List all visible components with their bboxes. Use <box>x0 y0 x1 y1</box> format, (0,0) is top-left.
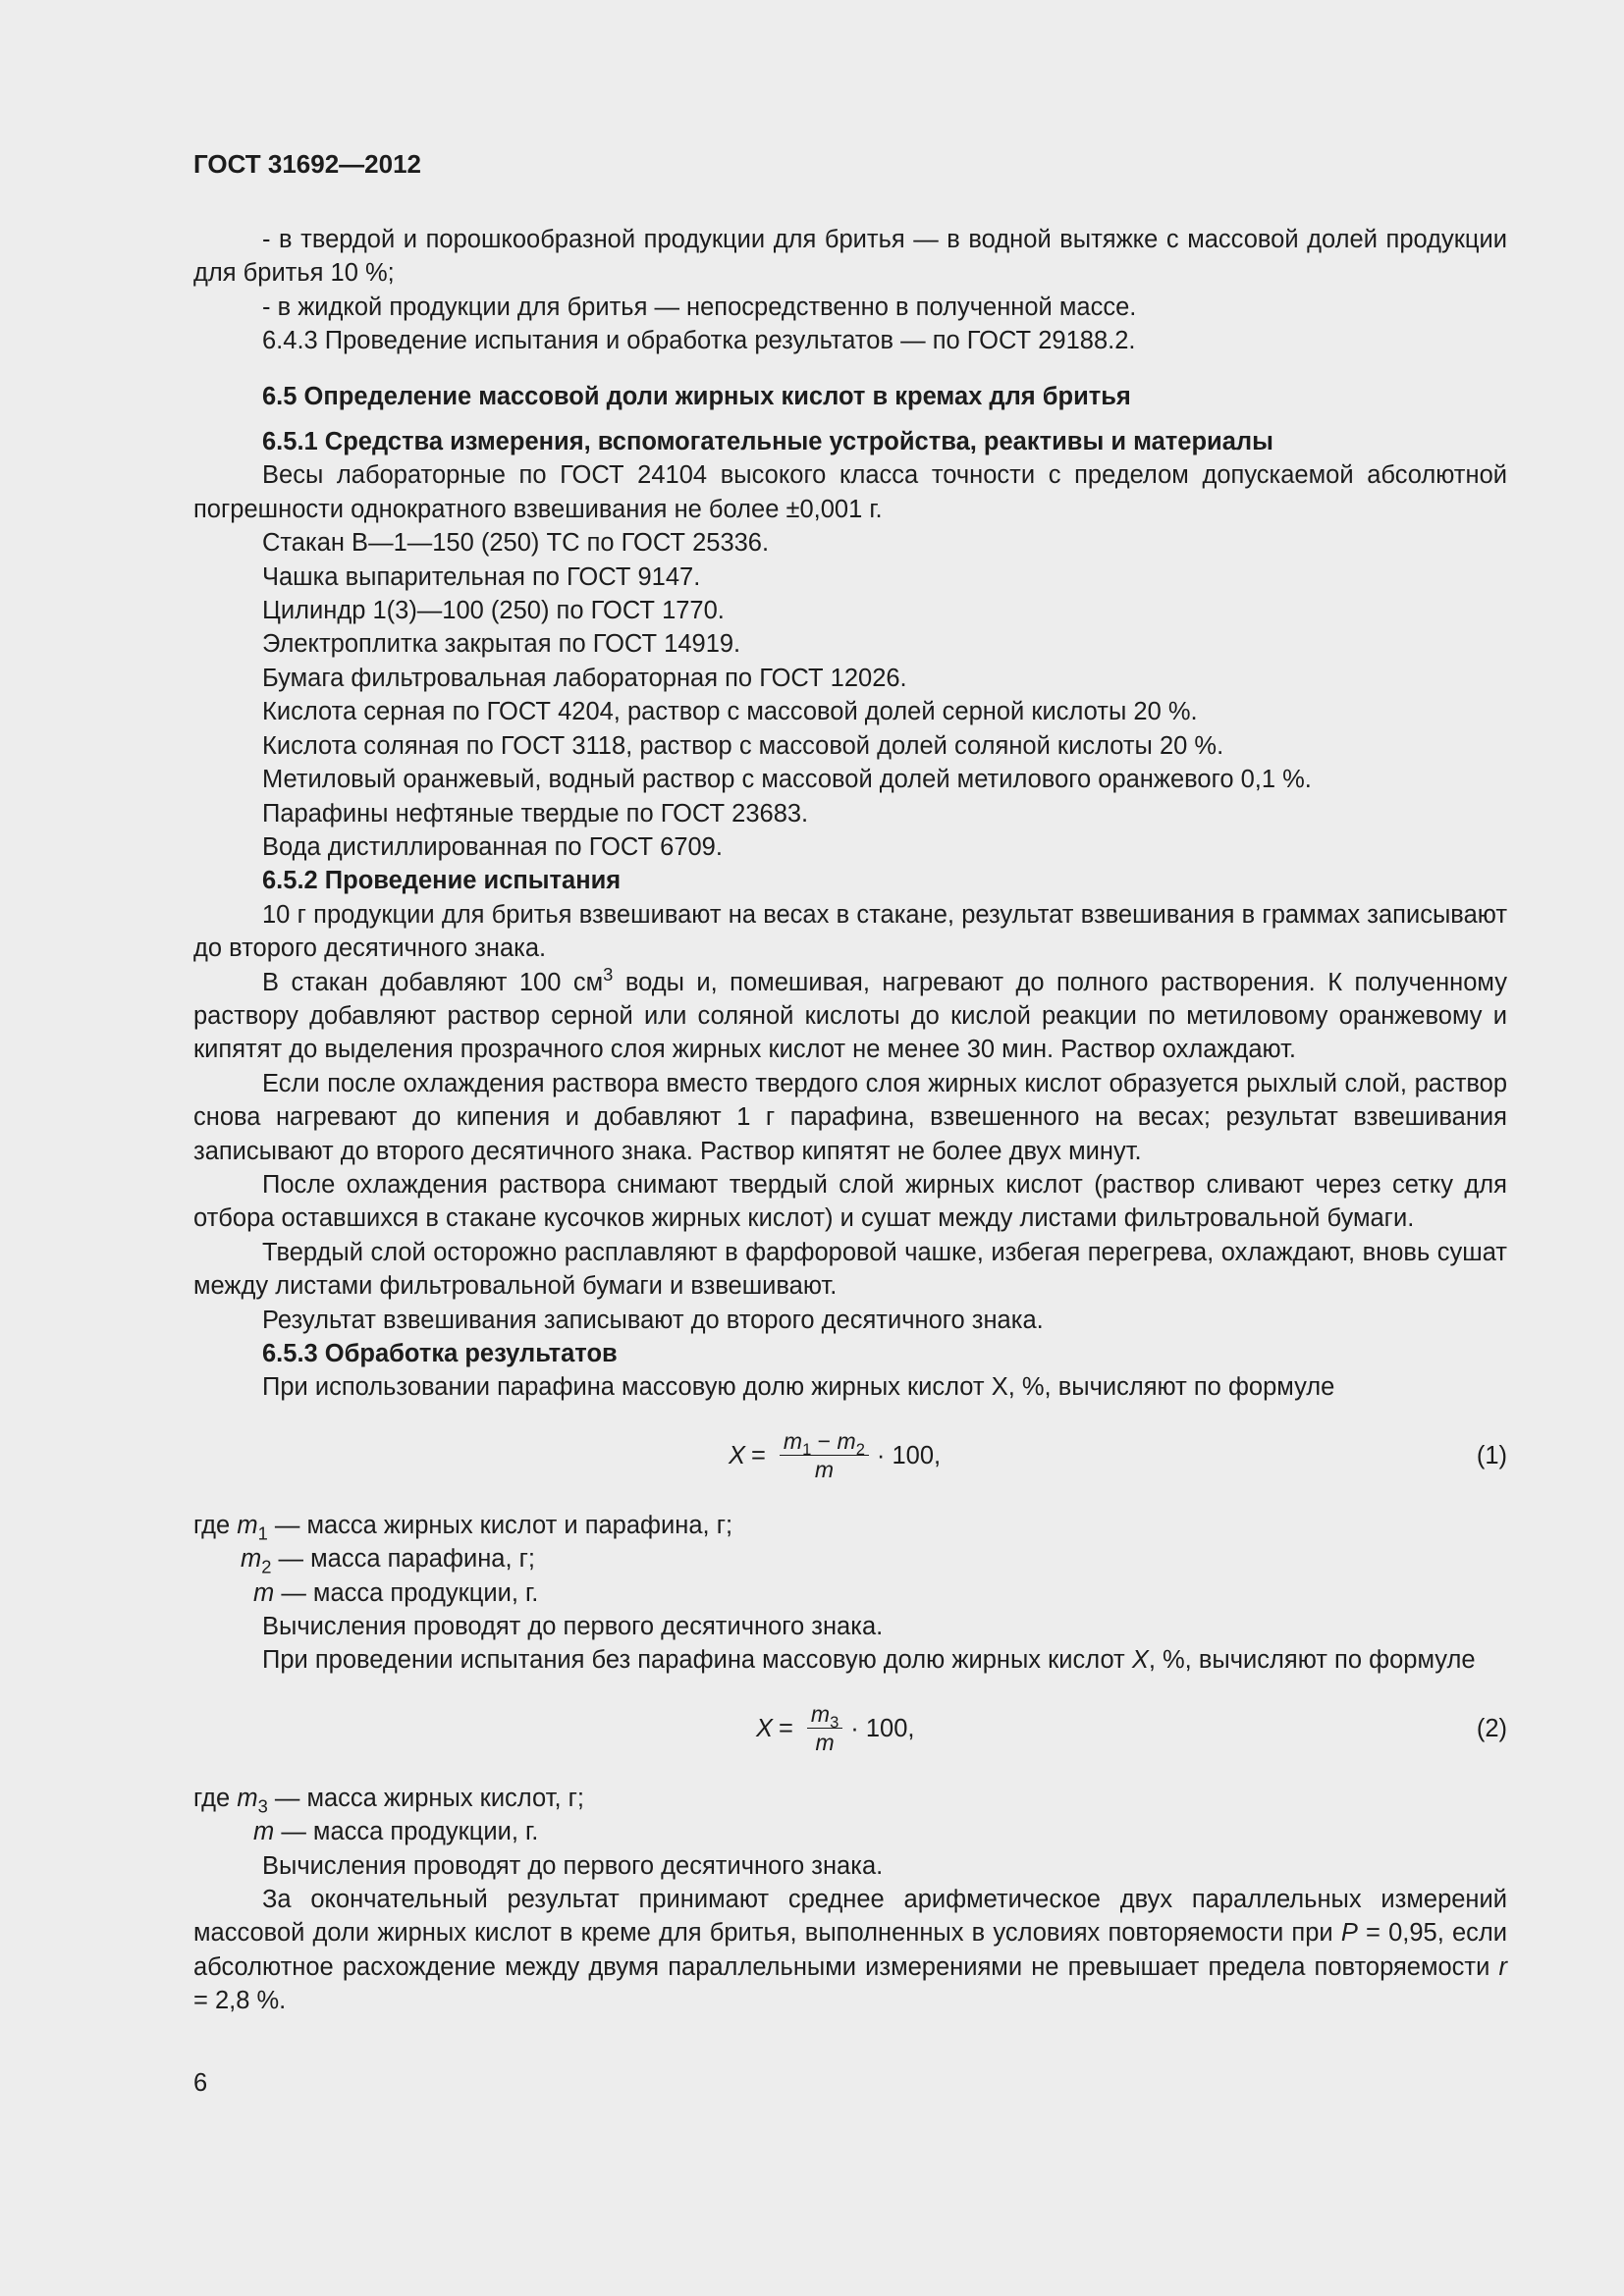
definition-prefix: где <box>193 1511 238 1539</box>
formula-var: m <box>237 1511 258 1539</box>
fraction-denominator <box>812 1729 839 1756</box>
equation-number: (1) <box>1476 1441 1507 1469</box>
paragraph-part: За окончательный результат принимают среднее арифметическое двух параллельных измерений массовой доли жирных кислот в креме для бритья, выполненных в условиях повторяемости при <box>193 1886 1507 1948</box>
definition-prefix: где <box>193 1784 238 1812</box>
list-item: Электроплитка закрытая по ГОСТ 14919. <box>262 630 741 659</box>
list-item: Метиловый оранжевый, водный раствор с массовой долей метилового оранжевого 0,1 %. <box>262 766 1312 794</box>
definition-line <box>193 1782 1507 1815</box>
formula-2 <box>193 1680 1507 1778</box>
list-item: Парафины нефтяные твердые по ГОСТ 23683. <box>262 799 809 828</box>
formula-fraction <box>807 1700 842 1756</box>
formula-fraction <box>780 1427 869 1483</box>
formula-var: m <box>815 1730 835 1756</box>
subscript: 2 <box>855 1440 865 1460</box>
page-body <box>193 223 1507 2018</box>
definition-line <box>193 1542 1507 1575</box>
paragraph-part: = 2,8 %. <box>193 1987 287 2015</box>
formula-minus: − <box>811 1428 838 1455</box>
formula-var: m <box>810 1701 831 1728</box>
list-item: Чашка выпарительная по ГОСТ 9147. <box>262 562 701 591</box>
formula-equals: = <box>779 1714 793 1742</box>
fraction-numerator <box>807 1700 842 1733</box>
list-item: Кислота соляная по ГОСТ 3118, раствор с массовой долей соляной кислоты 20 %. <box>262 731 1224 760</box>
list-item: Бумага фильтровальная лабораторная по ГОСТ 12026. <box>262 664 907 692</box>
page-number: 6 <box>193 2069 208 2097</box>
subscript: 2 <box>261 1556 272 1577</box>
formula-tail: · 100, <box>850 1714 915 1742</box>
section-6-5-2-title: 6.5.2 Проведение испытания <box>262 867 622 895</box>
paragraph: Вычисления проводят до первого десятичного знака. <box>262 1613 884 1641</box>
formula-var: m <box>814 1457 834 1483</box>
intro-line-2: - в жидкой продукции для бритья — непосредственно в полученной массе. <box>262 293 1137 321</box>
list-item: Весы лабораторные по ГОСТ 24104 высокого класса точности с пределом допускаемой абсолютной погрешности однократного взвешивания не более ±0,001 г. <box>193 461 1507 523</box>
formula-2-definitions <box>193 1782 1507 1849</box>
formula-var: X <box>729 1441 746 1469</box>
formula-var: Р <box>1340 1919 1358 1948</box>
definition-line <box>193 1509 1507 1542</box>
paragraph: После охлаждения раствора снимают твердый слой жирных кислот (раствор сливают через сетку для отбора оставшихся в стакане кусочков жирных кислот) и сушат между листами фильтровальной бумаги. <box>193 1170 1507 1233</box>
formula-var: r <box>1498 1952 1507 1981</box>
paragraph: Если после охлаждения раствора вместо твердого слоя жирных кислот образуется рыхлый слой, раствор снова нагревают до кипения и добавляют 1 г парафина, взвешенного на весах; результат взвешивания записывают до второго десятичного знака. Раствор кипятят не более двух минут. <box>193 1069 1507 1165</box>
formula-var: m <box>253 1818 275 1846</box>
document-number: ГОСТ 31692—2012 <box>193 149 421 179</box>
definition-text: — масса продукции, г. <box>274 1818 539 1846</box>
section-6-5-1-title: 6.5.1 Средства измерения, вспомогательные устройства, реактивы и материалы <box>262 428 1273 456</box>
superscript: 3 <box>603 963 614 985</box>
intro-line-3: 6.4.3 Проведение испытания и обработка результатов — по ГОСТ 29188.2. <box>262 327 1136 355</box>
list-item: Цилиндр 1(3)—100 (250) по ГОСТ 1770. <box>262 597 725 625</box>
definition-text: — масса жирных кислот, г; <box>267 1784 585 1812</box>
definition-line <box>193 1576 1507 1610</box>
fraction-numerator <box>780 1427 869 1460</box>
paragraph: При использовании парафина массовую долю жирных кислот Х, %, вычисляют по формуле <box>262 1373 1335 1402</box>
paragraph-part: В стакан добавляют 100 см <box>262 968 604 996</box>
formula-var: m <box>237 1784 258 1812</box>
intro-line-1: - в твердой и порошкообразной продукции для бритья — в водной вытяжке с массовой долей продукции для бритья 10 %; <box>193 226 1507 288</box>
paragraph <box>193 963 1507 1067</box>
subscript: 1 <box>802 1440 812 1460</box>
definition-text: — масса жирных кислот и парафина, г; <box>267 1511 733 1539</box>
definition-text: — масса продукции, г. <box>274 1578 539 1607</box>
section-6-5-3-title: 6.5.3 Обработка результатов <box>262 1340 618 1367</box>
formula-equals: = <box>751 1441 766 1469</box>
paragraph: 10 г продукции для бритья взвешивают на весах в стакане, результат взвешивания в граммах записывают до второго десятичного знака. <box>193 900 1507 963</box>
formula-var: Х <box>1131 1646 1149 1675</box>
paragraph <box>193 1643 1507 1677</box>
materials-list <box>193 458 1507 864</box>
subscript: 3 <box>830 1713 839 1733</box>
section-6-5-title: 6.5 Определение массовой доли жирных кислот в кремах для бритья <box>262 382 1131 410</box>
definition-line <box>193 1815 1507 1848</box>
subscript: 3 <box>257 1795 268 1817</box>
formula-tail: · 100, <box>876 1441 942 1469</box>
list-item: Кислота серная по ГОСТ 4204, раствор с массовой долей серной кислоты 20 %. <box>262 698 1198 726</box>
formula-var: m <box>253 1578 275 1607</box>
paragraph-part: , %, вычисляют по формуле <box>1148 1646 1476 1675</box>
paragraph: Вычисления проводят до первого десятичного знака. <box>262 1851 884 1880</box>
formula-2-expression <box>756 1680 915 1778</box>
formula-1 <box>193 1407 1507 1505</box>
paragraph-part: При проведении испытания без парафина массовую долю жирных кислот <box>262 1646 1132 1675</box>
paragraph <box>193 1883 1507 2018</box>
equation-number: (2) <box>1476 1714 1507 1742</box>
paragraph-part: воды и, помешивая, нагревают до полного растворения. К полученному раствору добавляют раствор серной или соляной кислоты до кислой реакции по метиловому оранжевому и кипятят до выделения прозрачного слоя жирных кислот не менее 30 мин. Раствор охлаждают. <box>193 968 1507 1064</box>
formula-var: X <box>756 1714 774 1742</box>
fraction-denominator <box>811 1456 838 1483</box>
definition-text: — масса парафина, г; <box>271 1545 536 1574</box>
formula-var: m <box>783 1428 803 1455</box>
paragraph: Твердый слой осторожно расплавляют в фарфоровой чашке, избегая перегрева, охлаждают, вновь сушат между листами фильтровальной бумаги и взвешивают. <box>193 1238 1507 1301</box>
paragraph: Результат взвешивания записывают до второго десятичного знака. <box>262 1306 1044 1334</box>
formula-1-definitions <box>193 1509 1507 1610</box>
formula-var: m <box>837 1428 856 1455</box>
subscript: 1 <box>257 1522 268 1544</box>
formula-1-expression <box>729 1407 941 1505</box>
paragraph-part: = 0,95, если абсолютное расхождение между двумя параллельными измерениями не превышает предела повторяемости <box>193 1919 1507 1981</box>
list-item: Стакан В—1—150 (250) ТС по ГОСТ 25336. <box>262 529 770 558</box>
formula-var: m <box>241 1545 262 1574</box>
list-item: Вода дистиллированная по ГОСТ 6709. <box>262 832 723 861</box>
